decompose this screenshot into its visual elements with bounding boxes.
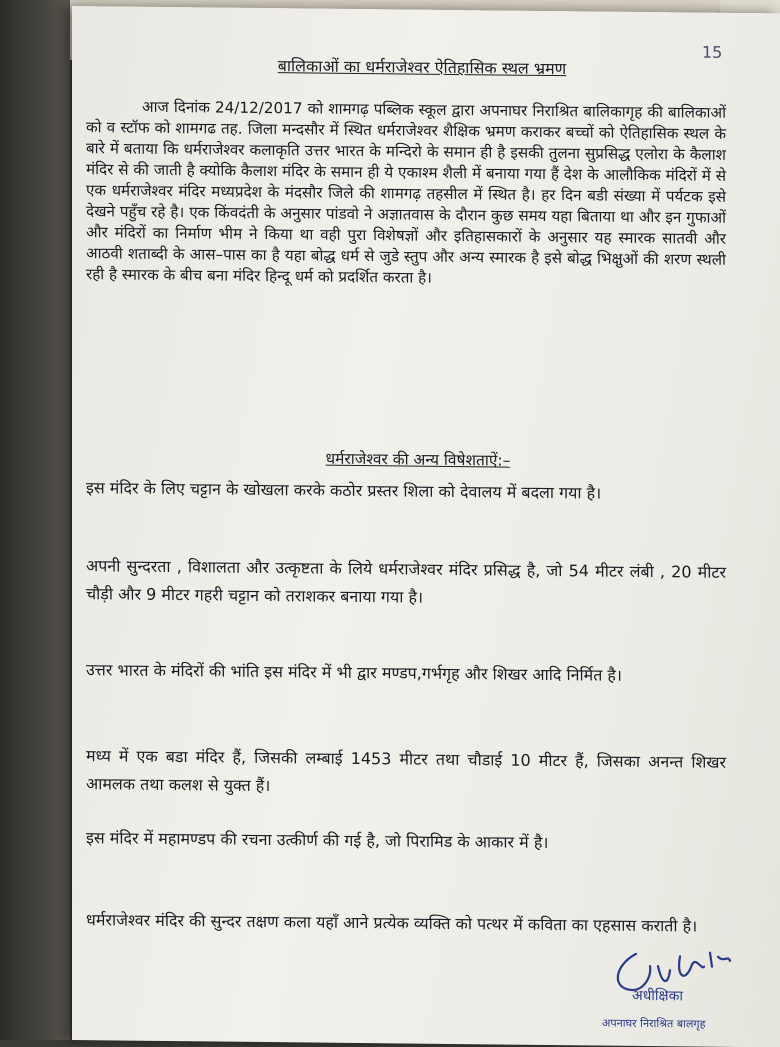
stamp-organisation: अपनाघर निराश्रित बालगृह (602, 1016, 706, 1031)
feature-paragraph: इस मंदिर में महामण्डप की रचना उत्कीर्ण की गई है, जो पिरामिड के आकार में है। (86, 828, 549, 852)
page-number: 15 (702, 42, 723, 62)
stamp-designation: अधीक्षिका (632, 987, 683, 1005)
feature-paragraph: धर्मराजेश्वर मंदिर की सुन्दर तक्षण कला यहाँ आने प्रत्येक व्यक्ति को पत्थर में कविता का एहसास कराती है। (86, 910, 698, 936)
document-title: बालिकाओं का धर्मराजेश्वर ऐतिहासिक स्थल भ्रमण (277, 56, 567, 79)
feature-paragraph: मध्य में एक बडा मंदिर हैं, जिसकी लम्बाई 1453 मीटर तथा चौडाई 10 मीटर हैं, जिसका अनन्त शिखर आमलक तथा कलश से युक्त हैं। (86, 746, 726, 796)
feature-paragraph: इस मंदिर के लिए चट्टान के खोखला करके कठोर प्रस्तर शिला को देवालय में बदला गया है। (86, 478, 602, 503)
feature-paragraph: उत्तर भारत के मंदिरों की भांति इस मंदिर में भी द्वार मण्डप,गर्भगृह और शिखर आदि निर्मित है। (86, 660, 622, 685)
intro-paragraph: आज दिनांक 24/12/2017 को शामगढ़ पब्लिक स्कूल द्वारा अपनाघर निराश्रित बालिकागृह की बालिकाओं को व स्टॉफ को शामगढ तह. जिला मन्दसौर में स्थित धर्मराजेश्वर शैक्षिक भ्रमण कराकर बच्चों को ऐतिहासिक स्थल के बारे में बताया कि धर्मराजेश्वर कलाकृति उत्तर भारत के मन्दिरो के समान ही है इसकी तुलना सुप्रसिद्ध एलोरा के कैलाश मंदिर से की जाती है क्योकि कैलाश मंदिर के समान ही ये एकाश्म शैली में बनाया गया हैं देश के आलौकिक मंदिरों में से एक धर्मराजेश्वर मंदिर मध्यप्रदेश के मंदसौर जिले की शामगढ़ तहसील में स्थित है। हर दिन बडी संख्या में पर्यटक इसे देखने पहुँच रहे है। एक किंवदंती के अनुसार पांडवो ने अज्ञातवास के दौरान कुछ समय यहा बिताया था और इन गुफाओं और मंदिरों का निर्माण भीम ने किया था वही पुरा विशेषज्ञों और इतिहासकारों के अनुसार यह स्मारक सातवी और आठवी शताब्दी के आस–पास का है यहा बोद्ध धर्म से जुडे स्तुप और अन्य स्मारक है इसे बोद्ध भिक्षुओं की शरण स्थली रही है स्मारक के बीच बना मंदिर हिन्दू धर्म को प्रदर्शित करता है। (86, 97, 726, 287)
feature-paragraph: अपनी सुन्दरता , विशालता और उत्कृष्टता के लिये धर्मराजेश्वर मंदिर प्रसिद्ध है, जो 54 मीटर लंबी , 20 मीटर चौड़ी और 9 मीटर गहरी चट्टान को तराशकर बनाया गया है। (86, 556, 726, 607)
desk-background-left (0, 0, 70, 1040)
features-heading: धर्मराजेश्वर की अन्य विषेशताऐं:– (325, 449, 511, 470)
document-page (72, 6, 780, 1047)
